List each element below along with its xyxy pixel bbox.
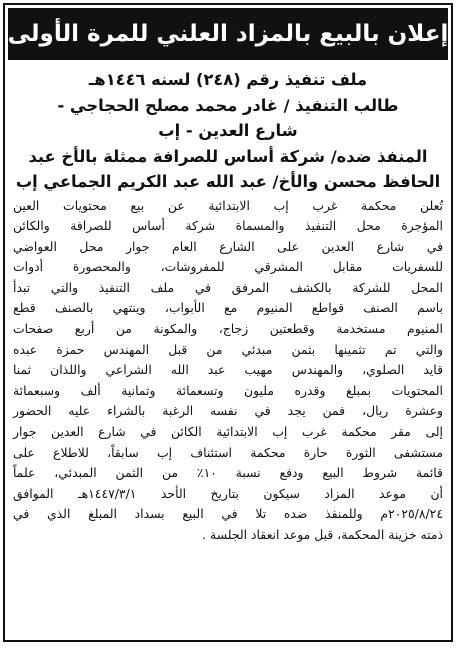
applicant-address: شارع العدين - إب <box>158 121 298 140</box>
body-line: أن موعد المزاد سيكون بتاريخ الأحد ١٤٤٧/٣/١هـ الموافق <box>13 485 443 501</box>
body-line: للسفريات مقابل المشرقي للمفروشات، والمحصورة أدوات <box>13 259 443 275</box>
body-line: باسم الصنف قواطع المنيوم مع الأبواب، وينتهي بالصنف قطع <box>13 300 443 316</box>
body-line: قايد الصلوي، والمهندس مهيب عبد الله الشراعي واللذان ثمنا <box>13 362 443 378</box>
body-line: والتي تم تثمينها بثمن مبدئي من قبل المهندس حمزة عبده <box>13 341 443 357</box>
announcement-body <box>13 196 443 546</box>
body-line: تُعلن محكمة غرب إب الابتدائية عن بيع محتويات العين <box>13 197 443 213</box>
applicant-name: طالب التنفيذ / غادر محمد مصلح الحجاجي - <box>57 95 399 115</box>
body-line: إلى مقر محكمة غرب إب الابتدائية الكائن في شارع العدين جوار <box>13 424 443 440</box>
announcement-title: إعلان بالبيع بالمزاد العلني للمرة الأولى <box>7 21 449 47</box>
respondent-line-1: المنفذ ضده/ شركة أساس للصرافة ممثلة بالأخ عبد <box>28 146 428 166</box>
body-line: مستشفى الثورة حارة محكمة استئناف إب سابقاً، للاطلاع على <box>13 444 443 460</box>
body-line: المنيوم مستخدمة وقطعتين زجاج، والمكونة من أربع صفحات <box>13 321 443 337</box>
body-line: وعشرة ريال، فمن يجد في نفسه الرغبة بالشراء عليه الحضور <box>13 403 443 419</box>
body-line: المحل للشركة بالكشف المرفق في ملف التنفيذ والتي تبدأ <box>13 279 443 295</box>
announcement-content <box>5 63 451 546</box>
body-line: المحتويات بمبلغ وقدره مليون وتسعمائة وثمانية ألف وسبعمائة <box>13 382 443 398</box>
respondent-line-2: الحافظ محسن والأخ/ عبد الله عبد الكريم الجماعي إب <box>15 172 441 191</box>
announcement-page <box>3 3 453 642</box>
announcement-banner <box>8 8 448 60</box>
body-line: ذمته خزينة المحكمة، قبل موعد انعقاد الجلسة . <box>202 527 443 542</box>
body-line: قائمة شروط البيع ودفع نسبة ١٠٪ من الثمن المبدئي، علماً <box>13 465 443 481</box>
case-header <box>13 67 443 195</box>
body-line: المؤجرة محل التنفيذ والمسماة شركة أساس للصرافة والكائن <box>13 218 443 234</box>
body-line: في شارع العدين على الشارع العام جوار محل العواضي <box>13 238 443 254</box>
body-line: ٢٠٢٥/٨/٢٤م وللمنفذ ضده تلا في البيع بسداد المبلغ الذي في <box>13 506 443 522</box>
case-file-number: ملف تنفيذ رقم (٢٤٨) لسنه ١٤٤٦هـ <box>88 70 368 89</box>
